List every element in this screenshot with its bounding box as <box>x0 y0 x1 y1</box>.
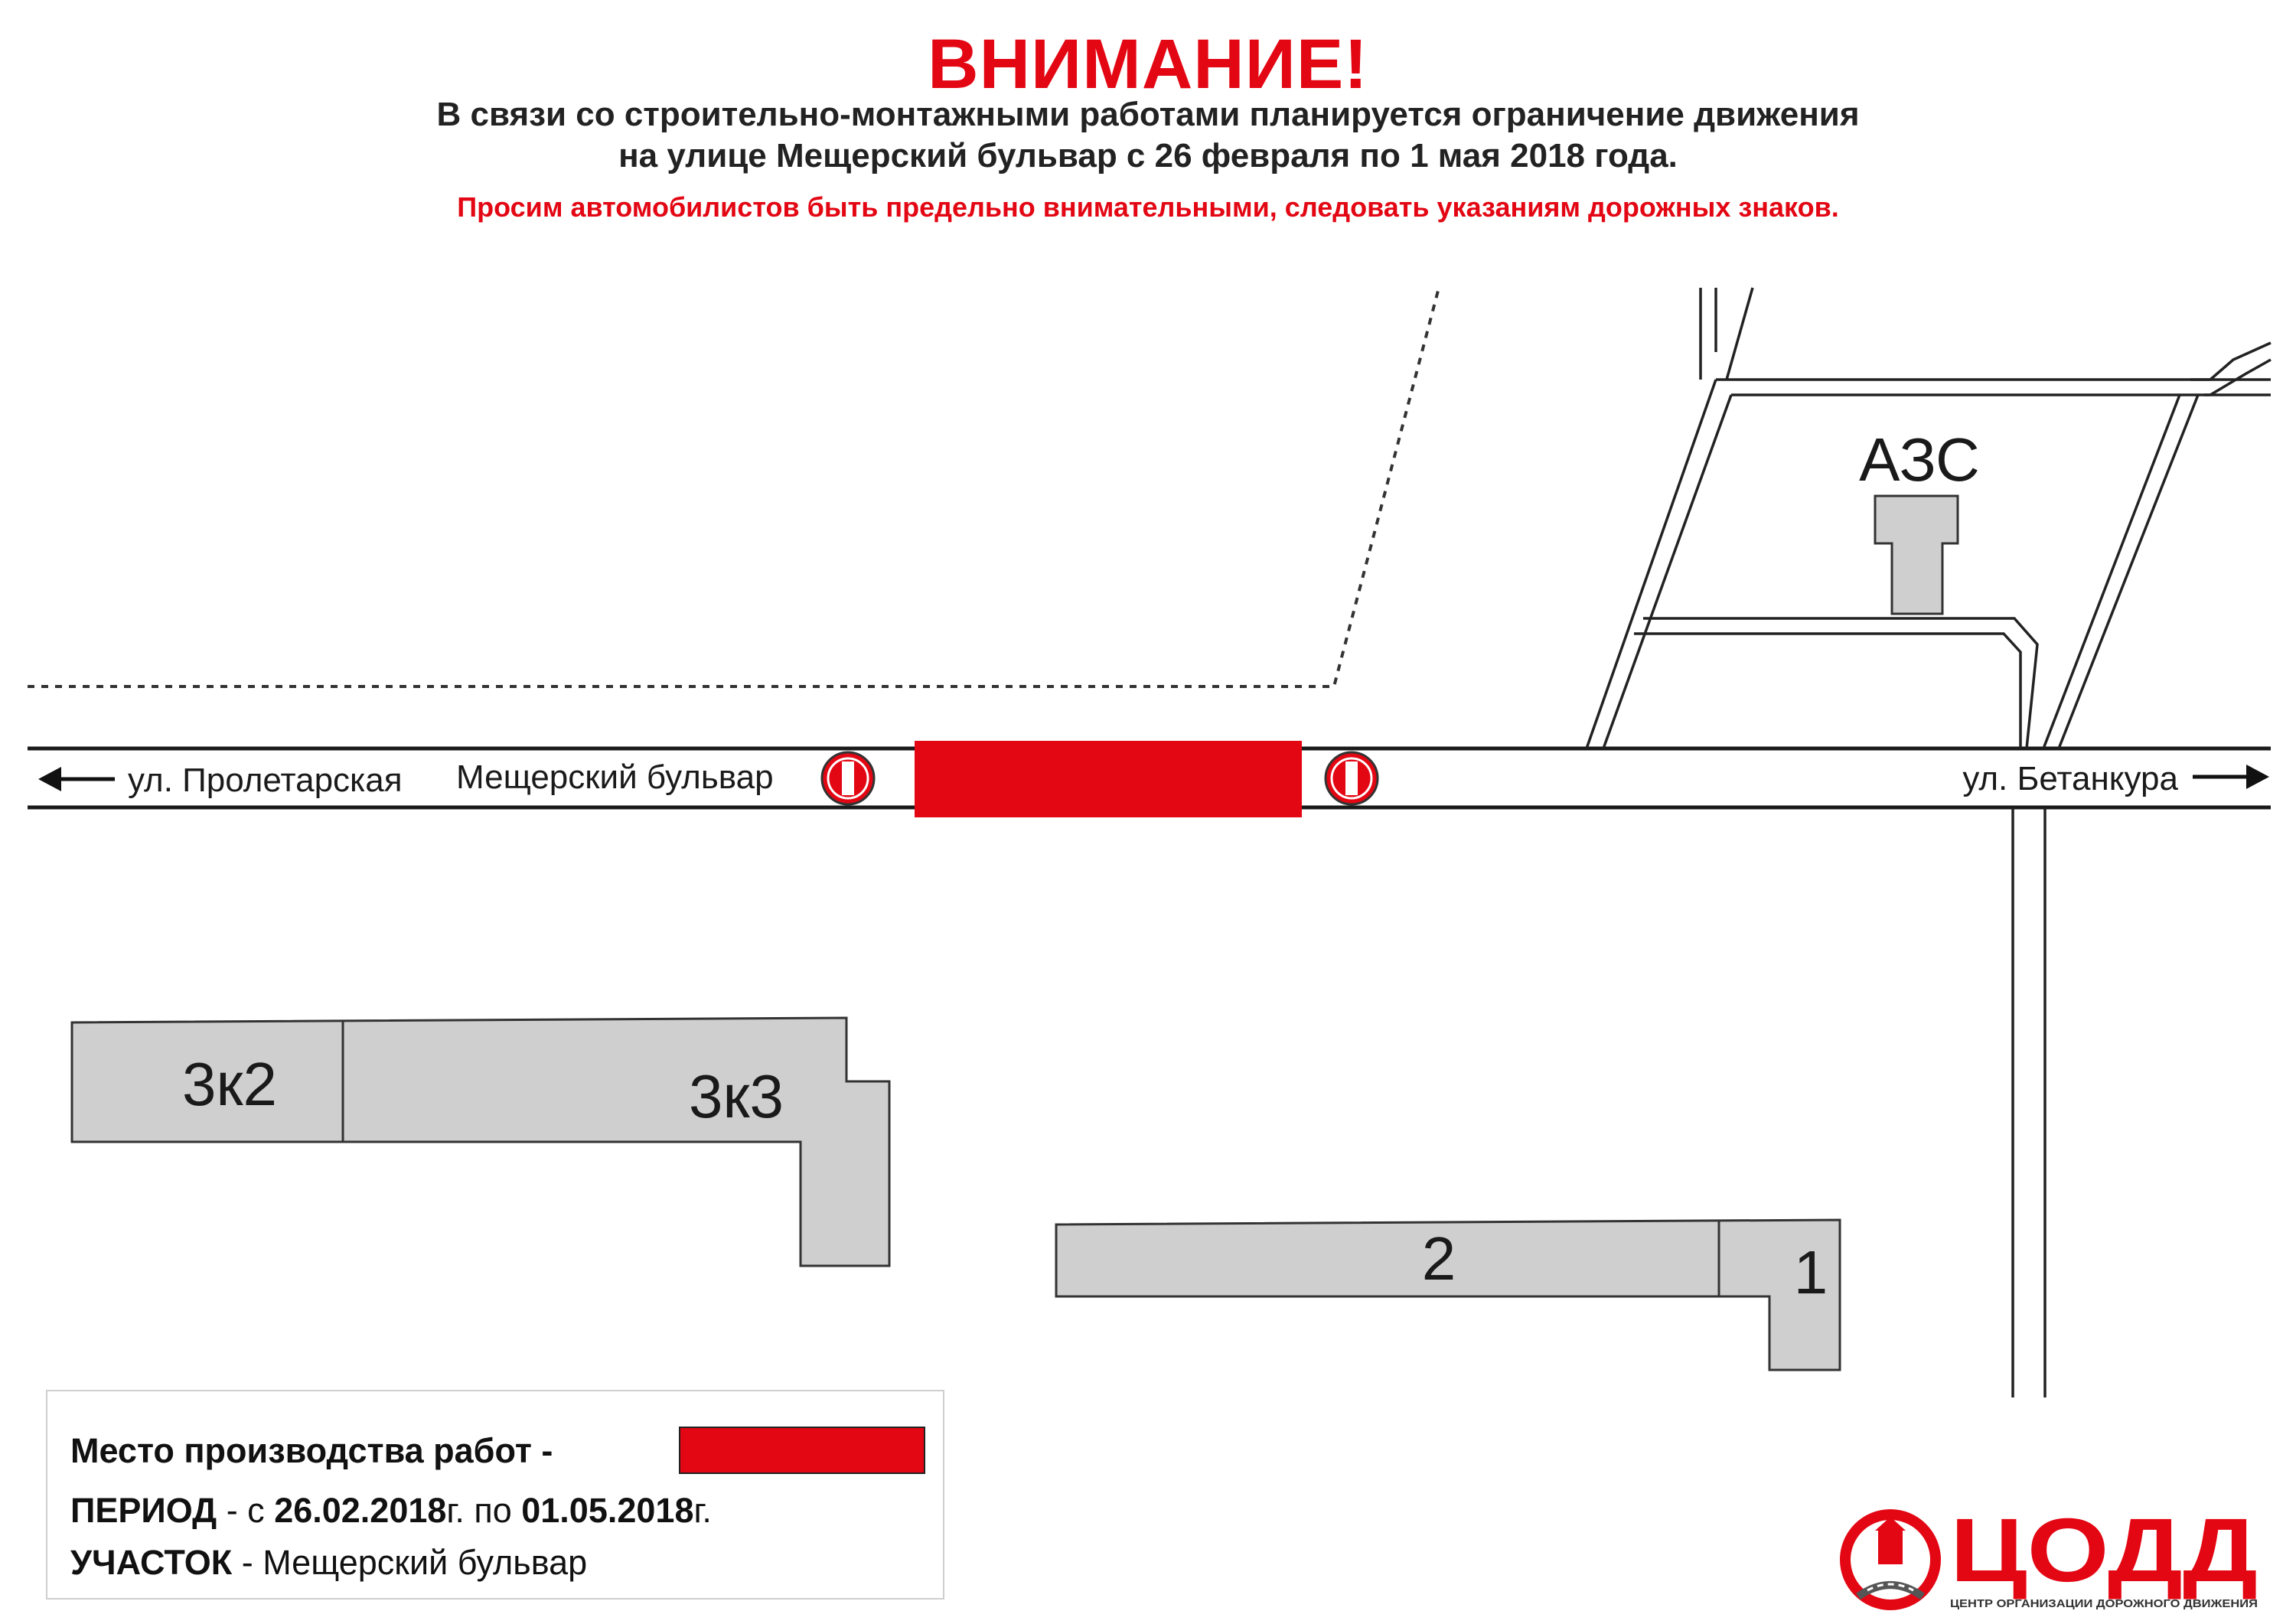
logo-subtitle: ЦЕНТР ОРГАНИЗАЦИИ ДОРОЖНОГО ДВИЖЕНИЯ <box>1950 1597 2258 1610</box>
arrow-right-icon <box>2193 765 2269 789</box>
legend-box <box>46 1390 944 1600</box>
legend-section <box>70 1543 587 1583</box>
period-from: 26.02.2018 <box>274 1491 447 1530</box>
period-from-prefix: - с <box>217 1491 275 1530</box>
street-label-proletarskaya: ул. Пролетарская <box>128 761 403 799</box>
period-to: 01.05.2018 <box>521 1491 694 1530</box>
legend-worksite-label: Место производства работ - <box>70 1431 553 1470</box>
building-label-3k3: 3к3 <box>689 1062 784 1130</box>
arrow-left-icon <box>38 767 115 791</box>
street-label-betankura: ул. Бетанкура <box>1962 760 2178 797</box>
gas-station-building <box>1875 496 1958 614</box>
page-title: ВНИМАНИЕ! <box>928 25 1368 103</box>
boundary-dotted-line <box>28 288 1439 686</box>
no-entry-sign-right <box>1326 752 1378 804</box>
gas-station-label: АЗС <box>1859 426 1980 494</box>
notice-line-1: В связи со строительно-монтажными работами планируется ограничение движения <box>436 96 1860 133</box>
warning-text: Просим автомобилистов быть предельно внимательными, следовать указаниям дорожных знаков. <box>457 191 1839 223</box>
legend-period <box>70 1491 712 1531</box>
period-mid: г. по <box>446 1491 522 1530</box>
period-label: ПЕРИОД <box>70 1491 217 1530</box>
building-label-2: 2 <box>1421 1225 1456 1293</box>
period-suffix: г. <box>693 1491 712 1530</box>
worksite-zone <box>915 741 1302 817</box>
section-label: УЧАСТОК <box>70 1543 233 1582</box>
codd-logo <box>1835 1505 2264 1619</box>
no-entry-sign-left <box>822 752 874 804</box>
building-label-3k2: 3к2 <box>182 1050 277 1118</box>
building-label-1: 1 <box>1793 1238 1828 1306</box>
notice-line-2: на улице Мещерский бульвар с 26 февраля по 1 мая 2018 года. <box>618 137 1678 174</box>
legend-worksite-swatch <box>679 1427 925 1474</box>
logo-name: ЦОДД <box>1950 1505 2258 1601</box>
street-label-meshchersky: Мещерский бульвар <box>456 758 774 796</box>
section-value: - Мещерский бульвар <box>232 1543 588 1582</box>
